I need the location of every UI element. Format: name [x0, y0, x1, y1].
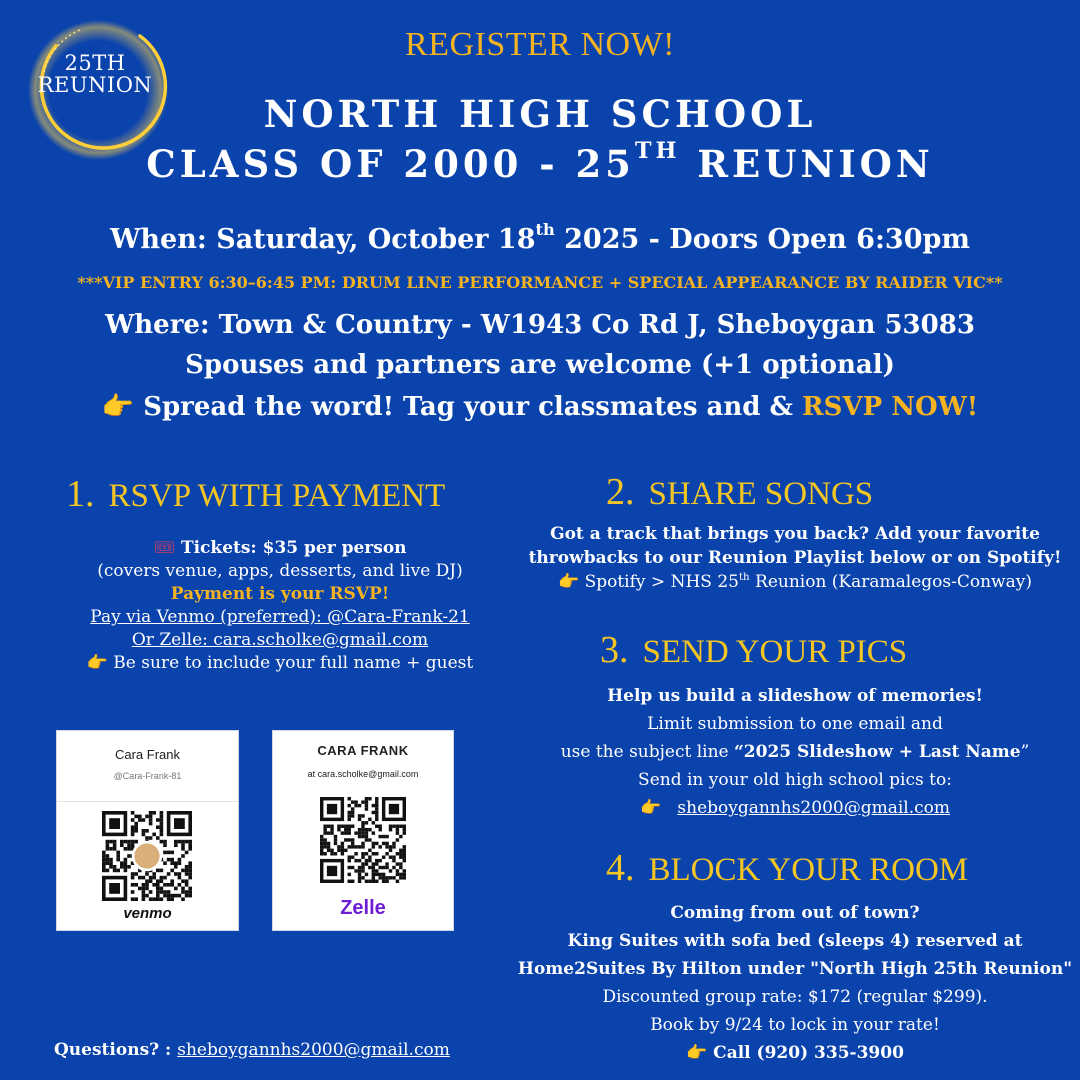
- pointing-hand-icon: 👉: [101, 392, 135, 422]
- zelle-logo: Zelle: [340, 897, 386, 919]
- section4-heading: [606, 846, 1026, 890]
- pics-line2: Limit submission to one email and: [647, 714, 943, 734]
- when-sup: th: [535, 220, 555, 239]
- badge-line1: 25TH: [64, 51, 126, 75]
- spotify-sup: th: [738, 572, 750, 583]
- questions-label: Questions? :: [54, 1040, 178, 1060]
- class-title-sup: TH: [634, 138, 681, 164]
- badge-line2: REUNION: [37, 73, 153, 97]
- room-line3: Home2Suites By Hilton under "North High 25th Reunion": [517, 959, 1073, 979]
- pointing-hand-icon: 👉: [558, 572, 580, 592]
- section3-title: SEND YOUR PICS: [642, 634, 908, 670]
- spread-the-word: [0, 392, 1080, 422]
- class-title-post: REUNION: [680, 142, 934, 186]
- songs-line1: Got a track that brings you back? Add your favorite: [550, 524, 1040, 544]
- spouses-note: Spouses and partners are welcome (+1 optional): [185, 350, 895, 380]
- when-post: 2025 - Doors Open 6:30pm: [554, 224, 970, 255]
- pics-line3-post: ”: [1020, 742, 1030, 762]
- zelle-qr-card[interactable]: [272, 730, 454, 931]
- include-name-hint: Be sure to include your full name + guest: [107, 653, 474, 673]
- venmo-qr-code: [102, 811, 192, 901]
- section1-body: [40, 537, 520, 675]
- pics-email-link[interactable]: sheboygannhs2000@gmail.com: [677, 798, 950, 818]
- register-now-heading: REGISTER NOW!: [405, 26, 675, 63]
- zelle-card-name: CARA FRANK: [317, 743, 409, 758]
- tickets-price: Tickets: $35 per person: [175, 538, 407, 558]
- section3-body: [520, 682, 1070, 822]
- questions-footer: [54, 1040, 450, 1060]
- spread-text: Spread the word! Tag your classmates and &: [134, 392, 803, 422]
- call-phone[interactable]: Call (920) 335-3900: [707, 1043, 904, 1063]
- ticket-icon: 🎟: [153, 538, 176, 558]
- venmo-link[interactable]: Pay via Venmo (preferred): @Cara-Frank-21: [90, 607, 470, 627]
- spotify-pre: Spotify > NHS 25: [579, 572, 739, 592]
- section2-number: 2.: [606, 471, 635, 513]
- when-pre: When: Saturday, October 18: [110, 224, 536, 255]
- questions-email-link[interactable]: sheboygannhs2000@gmail.com: [177, 1040, 450, 1060]
- section4-number: 4.: [606, 847, 635, 889]
- section2-title: SHARE SONGS: [648, 476, 874, 512]
- section1-title: RSVP WITH PAYMENT: [108, 478, 446, 514]
- avatar: [134, 843, 159, 868]
- section4-body: [500, 899, 1080, 1067]
- room-line2: King Suites with sofa bed (sleeps 4) reserved at: [567, 931, 1023, 951]
- venmo-card-handle: @Cara-Frank-81: [113, 771, 182, 781]
- venmo-card-name: Cara Frank: [114, 747, 181, 762]
- pics-line3-pre: use the subject line: [560, 742, 735, 762]
- zelle-card-email: at cara.scholke@gmail.com: [307, 769, 419, 779]
- pointing-hand-icon: 👉: [640, 798, 662, 818]
- songs-line2: throwbacks to our Reunion Playlist below or on Spotify!: [528, 548, 1062, 568]
- pics-line1: Help us build a slideshow of memories!: [607, 686, 983, 706]
- section1-heading: [66, 472, 486, 516]
- rsvp-now-text: RSVP NOW!: [802, 392, 979, 422]
- section2-heading: [606, 470, 1026, 514]
- section3-heading: [600, 628, 1020, 672]
- class-title: [0, 138, 1080, 186]
- zelle-qr-code: [320, 797, 406, 883]
- room-line5: Book by 9/24 to lock in your rate!: [650, 1015, 940, 1035]
- room-line1: Coming from out of town?: [670, 903, 920, 923]
- section4-title: BLOCK YOUR ROOM: [648, 852, 969, 888]
- pics-line4: Send in your old high school pics to:: [638, 770, 952, 790]
- section3-number: 3.: [600, 629, 629, 671]
- room-line4: Discounted group rate: $172 (regular $299).: [602, 987, 988, 1007]
- pointing-hand-icon: 👉: [86, 653, 108, 673]
- class-title-pre: CLASS OF 2000 - 25: [146, 142, 635, 186]
- event-where: Where: Town & Country - W1943 Co Rd J, Sheboygan 53083: [105, 310, 975, 340]
- school-title: NORTH HIGH SCHOOL: [263, 92, 817, 136]
- event-when: [0, 220, 1080, 255]
- tickets-covers: (covers venue, apps, desserts, and live DJ): [97, 561, 463, 581]
- pics-subject-line: “2025 Slideshow + Last Name: [734, 742, 1021, 762]
- venmo-logo: venmo: [123, 905, 172, 922]
- payment-rsvp: Payment is your RSVP!: [170, 584, 390, 604]
- venmo-qr-card[interactable]: [56, 730, 239, 931]
- section2-body: [520, 522, 1070, 594]
- spotify-post: Reunion (Karamalegos-Conway): [749, 572, 1032, 592]
- section1-number: 1.: [66, 473, 95, 515]
- vip-entry-note: ***VIP ENTRY 6:30–6:45 PM: DRUM LINE PERFORMANCE + SPECIAL APPEARANCE BY RAIDER VIC**: [77, 273, 1003, 292]
- zelle-link[interactable]: Or Zelle: cara.scholke@gmail.com: [131, 630, 429, 650]
- pointing-hand-icon: 👉: [686, 1043, 708, 1063]
